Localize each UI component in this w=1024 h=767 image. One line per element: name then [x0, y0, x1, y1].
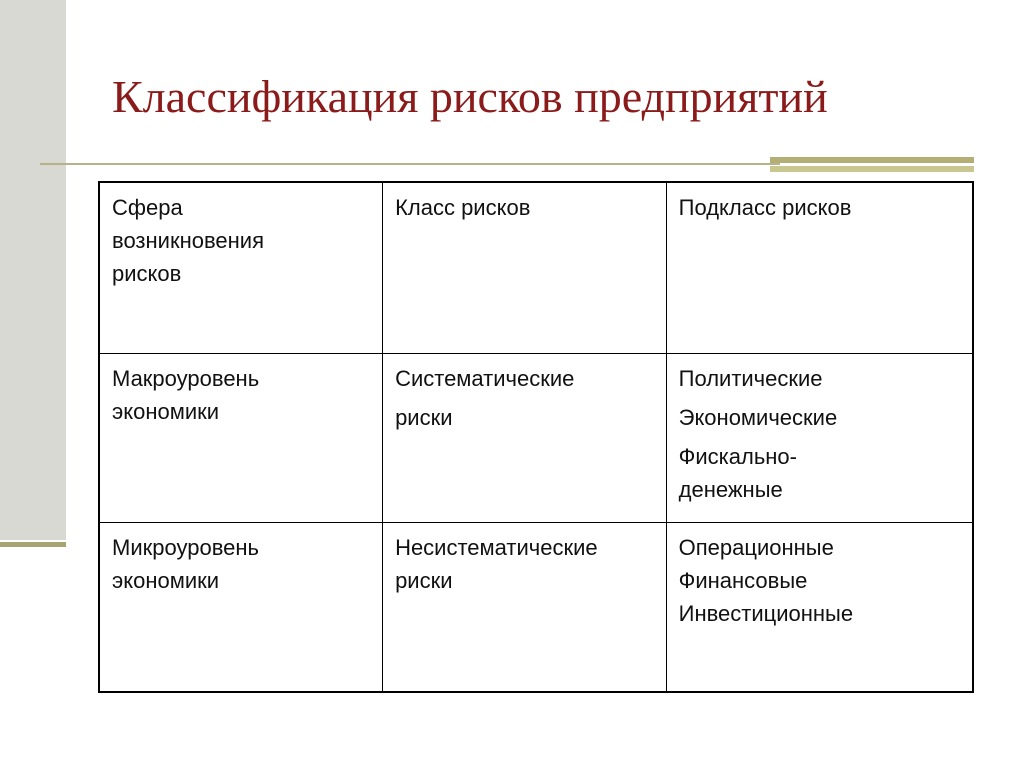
- left-bar-accent-line: [0, 542, 66, 547]
- class-line: риски: [395, 568, 453, 593]
- subclass-cell: [666, 523, 973, 693]
- title-underline: [40, 163, 780, 165]
- subclass-line: Фискально-: [678, 444, 797, 469]
- class-cell: [383, 354, 667, 523]
- slide-title: Классификация рисков предприятий: [112, 71, 828, 122]
- table-header-row: [99, 182, 973, 354]
- header-sphere-line: Сфера: [112, 195, 183, 220]
- class-line: Несистематические: [395, 535, 598, 560]
- subclass-line: Политические: [678, 366, 823, 391]
- sphere-cell: [99, 354, 383, 523]
- header-class-line: Класс рисков: [395, 195, 531, 220]
- sphere-line: экономики: [112, 399, 220, 424]
- header-subclass-line: Подкласс рисков: [678, 195, 852, 220]
- subclass-line: Финансовые: [678, 568, 808, 593]
- header-subclass-cell: [666, 182, 973, 354]
- header-sphere-cell: [99, 182, 383, 354]
- left-decorative-bar: [0, 0, 66, 540]
- sphere-line: Макроуровень: [112, 366, 260, 391]
- class-line: Систематические: [395, 366, 575, 391]
- subclass-line: Экономические: [678, 405, 838, 430]
- risk-classification-table: [98, 181, 974, 693]
- subclass-line: Инвестиционные: [678, 601, 854, 626]
- sphere-line: Микроуровень: [112, 535, 259, 560]
- header-class-cell: [383, 182, 667, 354]
- subclass-line: Операционные: [678, 535, 834, 560]
- title-accent-bar-bottom: [770, 166, 974, 172]
- header-sphere-line: рисков: [112, 261, 182, 286]
- class-line: риски: [395, 405, 453, 430]
- header-sphere-line: возникновения: [112, 228, 264, 253]
- sphere-cell: [99, 523, 383, 693]
- subclass-cell: [666, 354, 973, 523]
- table-row-micro: [99, 523, 973, 693]
- table-row-macro: [99, 354, 973, 523]
- title-accent-bar-top: [770, 157, 974, 163]
- subclass-line: денежные: [678, 477, 783, 502]
- sphere-line: экономики: [112, 568, 220, 593]
- class-cell: [383, 523, 667, 693]
